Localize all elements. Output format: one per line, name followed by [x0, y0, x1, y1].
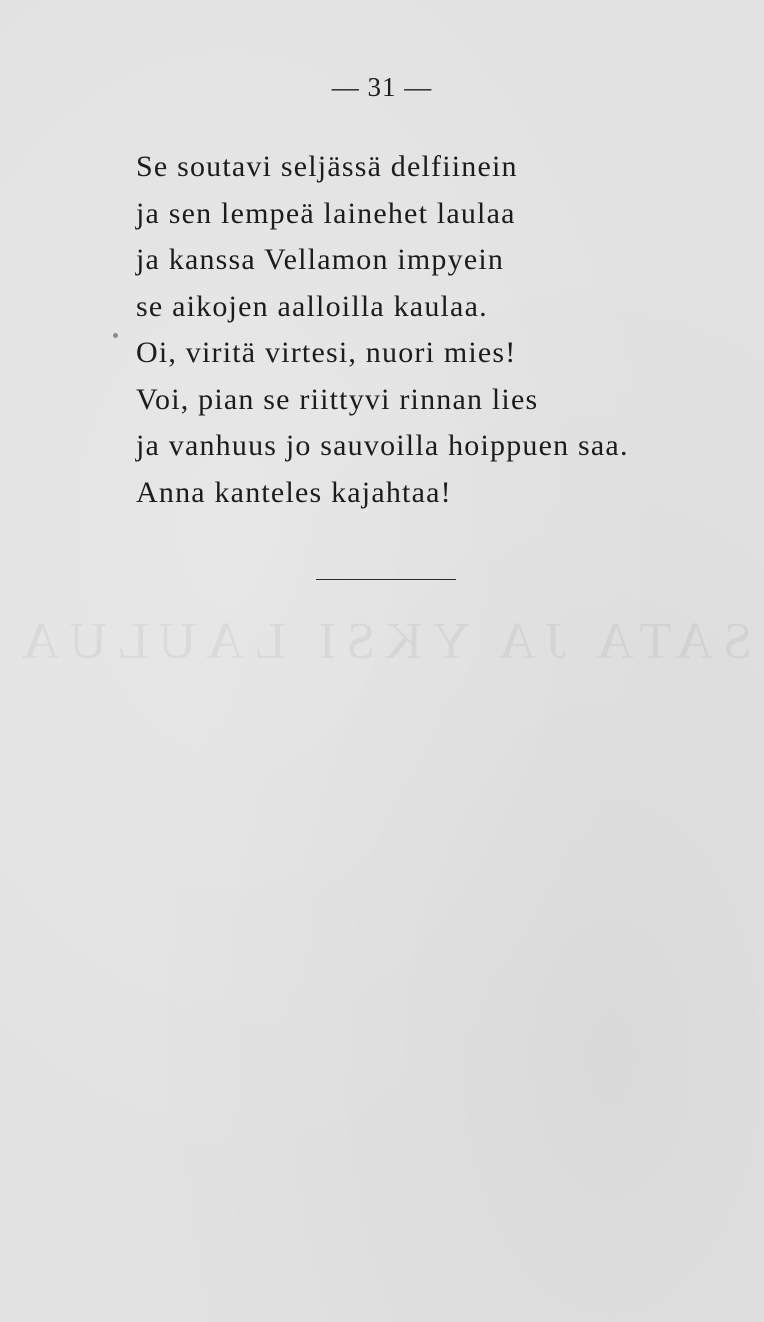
page-number: — 31 — [331, 72, 433, 102]
show-through-text: SATA JA YKSI LAULUA [11, 613, 753, 670]
poem-line: Se soutavi seljässä delfiinein [136, 150, 518, 183]
poem-line: ja sen lempeä lainehet laulaa [136, 196, 516, 230]
poem-line: Anna kanteles kajahtaa! [136, 475, 452, 509]
poem-line: Voi, pian se riittyvi rinnan lies [136, 382, 539, 416]
section-divider-rule [316, 579, 456, 580]
poem-line: ja vanhuus jo sauvoilla hoippuen saa. [136, 429, 629, 462]
poem-line: Oi, viritä virtesi, nuori mies! [136, 336, 517, 369]
poem-line: ja kanssa Vellamon impyein [136, 243, 505, 276]
poem-stanza [136, 144, 736, 516]
ink-speck [113, 333, 118, 338]
poem-line: se aikojen aalloilla kaulaa. [136, 289, 488, 323]
